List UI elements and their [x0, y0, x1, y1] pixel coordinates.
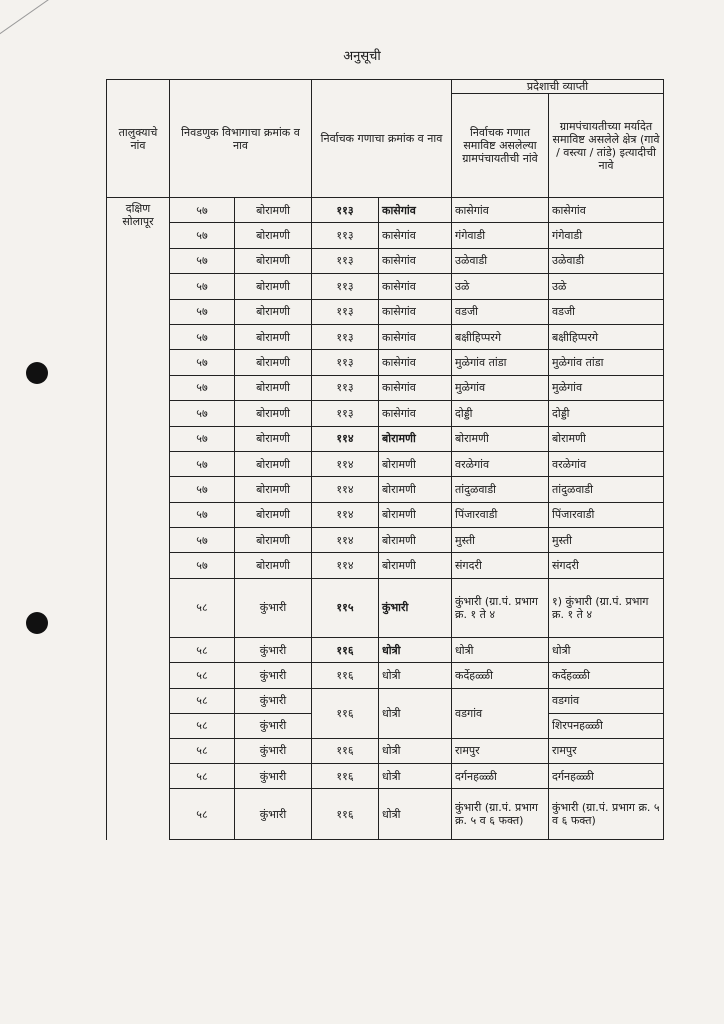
constituency-name: धोत्री — [379, 738, 452, 763]
constituency-number: ११६ — [312, 688, 379, 738]
division-name: कुंभारी — [235, 688, 312, 713]
table-row — [107, 663, 664, 688]
village-name: पिंजारवाडी — [549, 502, 664, 527]
table-row — [107, 637, 664, 662]
taluka-name: दक्षिण सोलापूर — [107, 198, 170, 840]
village-name: दोड्डी — [549, 401, 664, 426]
division-name: कुंभारी — [235, 738, 312, 763]
gram-panchayat-name: संगदरी — [452, 553, 549, 578]
division-name: बोरामणी — [235, 401, 312, 426]
village-name: बक्षीहिप्परगे — [549, 324, 664, 349]
constituency-number: ११३ — [312, 375, 379, 400]
table-row — [107, 198, 664, 223]
constituency-number: ११३ — [312, 401, 379, 426]
gram-panchayat-name: दर्गनहळ्ळी — [452, 764, 549, 789]
gram-panchayat-name: वडजी — [452, 299, 549, 324]
table-row — [107, 401, 664, 426]
division-name: बोरामणी — [235, 299, 312, 324]
constituency-name: बोरामणी — [379, 451, 452, 476]
village-name: मुळेगांव — [549, 375, 664, 400]
table-row — [107, 789, 664, 840]
header-gp-names: निर्वाचक गणात समाविष्ट असलेल्या ग्रामपंचायतीची नांवे — [452, 94, 549, 198]
gram-panchayat-name: उळेवाडी — [452, 248, 549, 273]
division-number: ५८ — [170, 578, 235, 637]
gram-panchayat-name: दोड्डी — [452, 401, 549, 426]
table-row — [107, 451, 664, 476]
village-name: तांदुळवाडी — [549, 477, 664, 502]
division-name: बोरामणी — [235, 324, 312, 349]
constituency-number: ११६ — [312, 738, 379, 763]
village-name: रामपुर — [549, 738, 664, 763]
division-name: बोरामणी — [235, 248, 312, 273]
constituency-number: ११३ — [312, 248, 379, 273]
table-row — [107, 553, 664, 578]
village-name: वरळेगांव — [549, 451, 664, 476]
constituency-name: धोत्री — [379, 764, 452, 789]
constituency-name: कासेगांव — [379, 375, 452, 400]
header-taluka: तालुक्याचे नांव — [107, 80, 170, 198]
gram-panchayat-name: गंगेवाडी — [452, 223, 549, 248]
division-number: ५७ — [170, 553, 235, 578]
division-number: ५७ — [170, 426, 235, 451]
division-name: कुंभारी — [235, 637, 312, 662]
gram-panchayat-name: मुळेगांव — [452, 375, 549, 400]
constituency-name: कासेगांव — [379, 223, 452, 248]
division-name: कुंभारी — [235, 713, 312, 738]
village-name: कर्देहळ्ळी — [549, 663, 664, 688]
division-number: ५७ — [170, 502, 235, 527]
constituency-number: ११४ — [312, 451, 379, 476]
gram-panchayat-name: कर्देहळ्ळी — [452, 663, 549, 688]
constituency-number: ११६ — [312, 789, 379, 840]
gram-panchayat-name: कासेगांव — [452, 198, 549, 223]
constituency-number: ११४ — [312, 553, 379, 578]
constituency-number: ११४ — [312, 477, 379, 502]
constituency-name: कासेगांव — [379, 248, 452, 273]
division-number: ५८ — [170, 663, 235, 688]
gram-panchayat-name: उळे — [452, 274, 549, 299]
division-name: बोरामणी — [235, 528, 312, 553]
schedule-table — [106, 79, 664, 840]
constituency-name: बोरामणी — [379, 426, 452, 451]
division-number: ५८ — [170, 764, 235, 789]
village-name: धोत्री — [549, 637, 664, 662]
constituency-number: ११४ — [312, 426, 379, 451]
division-name: बोरामणी — [235, 223, 312, 248]
table-row — [107, 274, 664, 299]
constituency-name: धोत्री — [379, 688, 452, 738]
village-name: गंगेवाडी — [549, 223, 664, 248]
division-number: ५८ — [170, 688, 235, 713]
division-number: ५७ — [170, 528, 235, 553]
division-number: ५७ — [170, 477, 235, 502]
village-name: वडगांव — [549, 688, 664, 713]
gram-panchayat-name: वरळेगांव — [452, 451, 549, 476]
division-name: बोरामणी — [235, 198, 312, 223]
division-number: ५८ — [170, 637, 235, 662]
constituency-name: बोरामणी — [379, 553, 452, 578]
constituency-number: ११३ — [312, 274, 379, 299]
village-name: वडजी — [549, 299, 664, 324]
division-name: कुंभारी — [235, 789, 312, 840]
village-name: उळे — [549, 274, 664, 299]
division-name: बोरामणी — [235, 426, 312, 451]
gram-panchayat-name: तांदुळवाडी — [452, 477, 549, 502]
constituency-name: कासेगांव — [379, 274, 452, 299]
constituency-name: धोत्री — [379, 637, 452, 662]
constituency-name: कासेगांव — [379, 350, 452, 375]
constituency-name: धोत्री — [379, 663, 452, 688]
table-row — [107, 764, 664, 789]
village-name: संगदरी — [549, 553, 664, 578]
division-number: ५७ — [170, 401, 235, 426]
fold-mark — [0, 0, 64, 41]
table-body — [107, 198, 664, 840]
constituency-name: बोरामणी — [379, 477, 452, 502]
division-number: ५८ — [170, 713, 235, 738]
table-row — [107, 223, 664, 248]
division-number: ५७ — [170, 223, 235, 248]
village-name: १) कुंभारी (ग्रा.पं. प्रभाग क्र. १ ते ४ — [549, 578, 664, 637]
constituency-number: ११६ — [312, 637, 379, 662]
header-division: निवडणुक विभागाचा क्रमांक व नाव — [170, 80, 312, 198]
village-name: मुळेगांव तांडा — [549, 350, 664, 375]
village-name: शिरपनहळ्ळी — [549, 713, 664, 738]
constituency-name: कासेगांव — [379, 198, 452, 223]
table-row — [107, 375, 664, 400]
punch-hole-bottom — [26, 612, 48, 634]
division-number: ५७ — [170, 375, 235, 400]
constituency-number: ११३ — [312, 324, 379, 349]
constituency-number: ११४ — [312, 502, 379, 527]
table-row — [107, 688, 664, 713]
constituency-number: ११६ — [312, 764, 379, 789]
constituency-number: ११३ — [312, 299, 379, 324]
division-number: ५७ — [170, 198, 235, 223]
table-row — [107, 324, 664, 349]
constituency-name: कासेगांव — [379, 299, 452, 324]
constituency-name: कासेगांव — [379, 324, 452, 349]
gram-panchayat-name: पिंजारवाडी — [452, 502, 549, 527]
table-row — [107, 502, 664, 527]
table-row — [107, 528, 664, 553]
division-name: बोरामणी — [235, 274, 312, 299]
division-name: बोरामणी — [235, 477, 312, 502]
gram-panchayat-name: मुळेगांव तांडा — [452, 350, 549, 375]
division-number: ५७ — [170, 248, 235, 273]
division-name: कुंभारी — [235, 663, 312, 688]
village-name: कुंभारी (ग्रा.पं. प्रभाग क्र. ५ व ६ फक्त) — [549, 789, 664, 840]
division-number: ५८ — [170, 738, 235, 763]
header-extent: प्रदेशाची व्याप्ती — [452, 80, 664, 94]
header-village-names: ग्रामपंचायतीच्या मर्यादेत समाविष्ट असलेले क्षेत्र (गावे / वस्त्या / तांडे) इत्यादीची नावे — [549, 94, 664, 198]
division-name: कुंभारी — [235, 578, 312, 637]
table-row — [107, 299, 664, 324]
table-row — [107, 578, 664, 637]
punch-hole-top — [26, 362, 48, 384]
gram-panchayat-name: वडगांव — [452, 688, 549, 738]
division-number: ५८ — [170, 789, 235, 840]
constituency-number: ११५ — [312, 578, 379, 637]
constituency-name: कासेगांव — [379, 401, 452, 426]
constituency-name: धोत्री — [379, 789, 452, 840]
constituency-number: ११६ — [312, 663, 379, 688]
table-row — [107, 426, 664, 451]
division-number: ५७ — [170, 299, 235, 324]
village-name: कासेगांव — [549, 198, 664, 223]
village-name: उळेवाडी — [549, 248, 664, 273]
gram-panchayat-name: रामपुर — [452, 738, 549, 763]
constituency-number: ११४ — [312, 528, 379, 553]
table-row — [107, 738, 664, 763]
division-name: बोरामणी — [235, 451, 312, 476]
gram-panchayat-name: बक्षीहिप्परगे — [452, 324, 549, 349]
division-number: ५७ — [170, 451, 235, 476]
division-name: बोरामणी — [235, 375, 312, 400]
constituency-number: ११३ — [312, 350, 379, 375]
gram-panchayat-name: कुंभारी (ग्रा.पं. प्रभाग क्र. १ ते ४ — [452, 578, 549, 637]
division-number: ५७ — [170, 274, 235, 299]
division-name: बोरामणी — [235, 502, 312, 527]
page-title: अनुसूची — [343, 49, 381, 64]
division-number: ५७ — [170, 350, 235, 375]
gram-panchayat-name: बोरामणी — [452, 426, 549, 451]
gram-panchayat-name: मुस्ती — [452, 528, 549, 553]
village-name: दर्गनहळ्ळी — [549, 764, 664, 789]
constituency-number: ११३ — [312, 223, 379, 248]
gram-panchayat-name: धोत्री — [452, 637, 549, 662]
division-name: बोरामणी — [235, 553, 312, 578]
division-name: बोरामणी — [235, 350, 312, 375]
constituency-name: बोरामणी — [379, 528, 452, 553]
table-row — [107, 350, 664, 375]
constituency-number: ११३ — [312, 198, 379, 223]
table-row — [107, 477, 664, 502]
village-name: बोरामणी — [549, 426, 664, 451]
village-name: मुस्ती — [549, 528, 664, 553]
table-row — [107, 248, 664, 273]
header-constituency: निर्वाचक गणाचा क्रमांक व नाव — [312, 80, 452, 198]
constituency-name: कुंभारी — [379, 578, 452, 637]
constituency-name: बोरामणी — [379, 502, 452, 527]
division-name: कुंभारी — [235, 764, 312, 789]
division-number: ५७ — [170, 324, 235, 349]
gram-panchayat-name: कुंभारी (ग्रा.पं. प्रभाग क्र. ५ व ६ फक्त) — [452, 789, 549, 840]
